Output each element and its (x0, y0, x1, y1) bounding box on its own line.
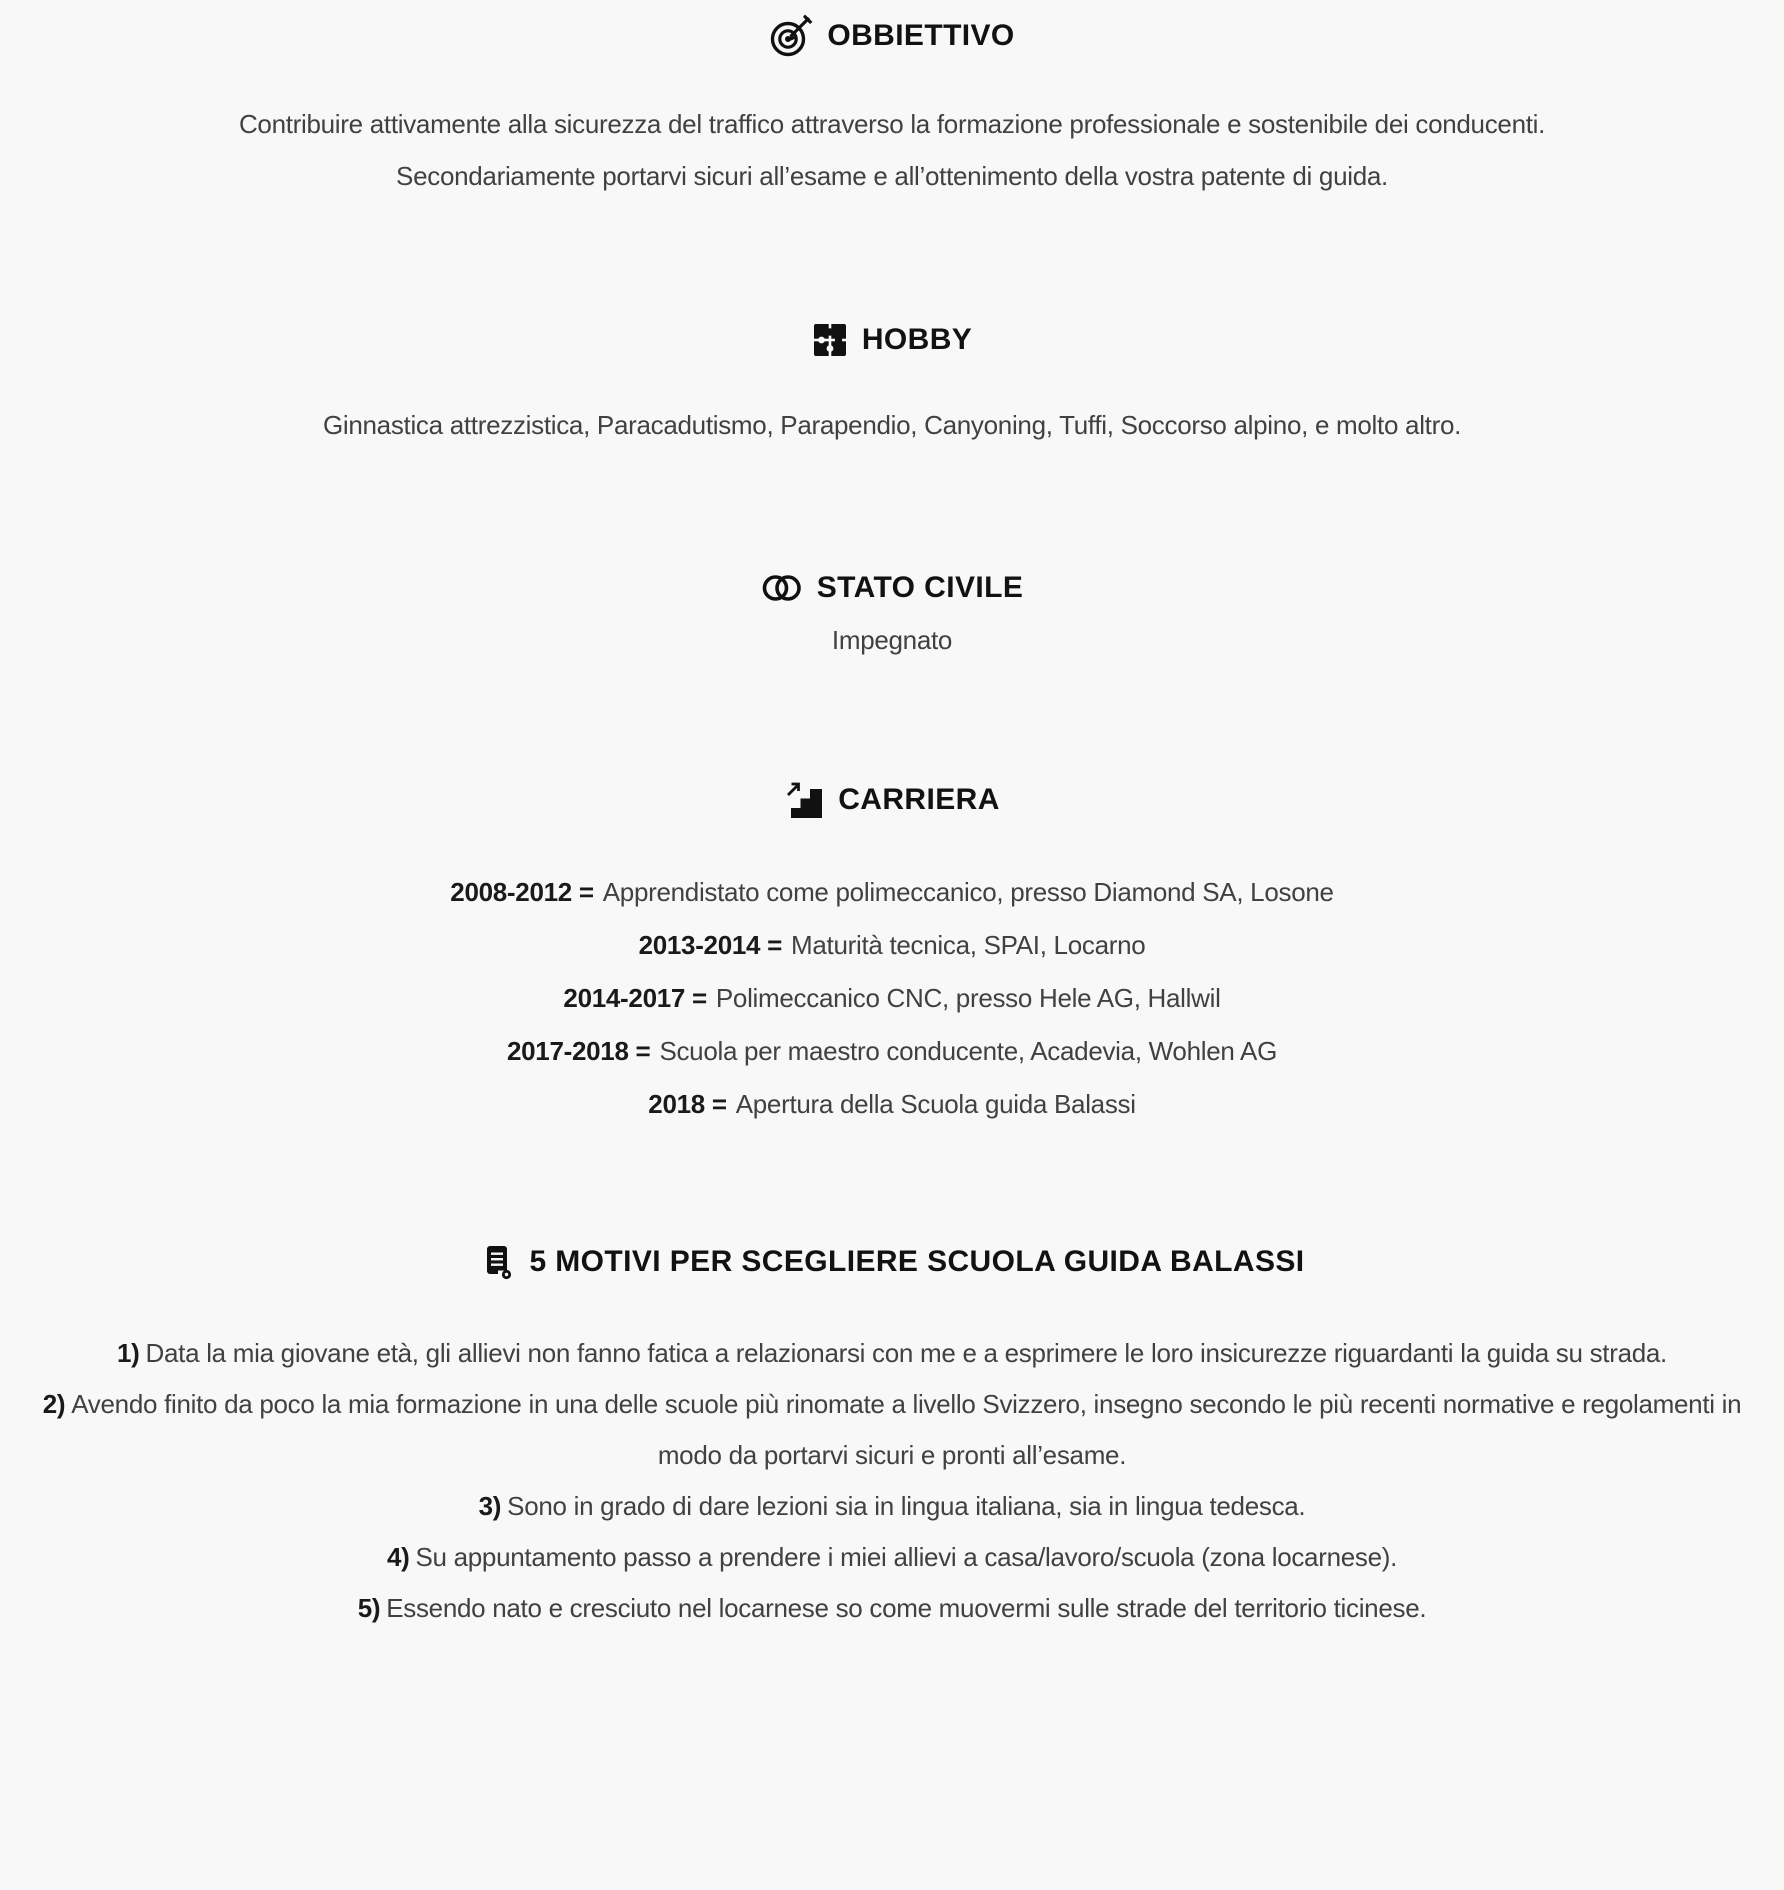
motivo-text: Data la mia giovane età, gli allievi non fanno fatica a relazionarsi con me e a esprimere le loro insicurezze riguardanti la guida su strada. (145, 1338, 1667, 1368)
career-description: Apertura della Scuola guida Balassi (735, 1089, 1136, 1119)
carriera-list (30, 866, 1754, 1131)
carriera-header (0, 776, 1784, 824)
stato-civile-header (0, 564, 1784, 612)
motivo-text: Sono in grado di dare lezioni sia in lingua italiana, sia in lingua tedesca. (507, 1491, 1306, 1521)
career-description: Maturità tecnica, SPAI, Locarno (791, 930, 1146, 960)
section-carriera (0, 776, 1784, 1131)
obbiettivo-line-1: Contribuire attivamente alla sicurezza del traffico attraverso la formazione professionale e sostenibile dei conducenti. (238, 109, 1546, 139)
motivo-number: 2) (42, 1389, 66, 1419)
motivo-number: 5) (357, 1593, 381, 1623)
stato-civile-title: STATO CIVILE (816, 571, 1024, 604)
obbiettivo-line-2: Secondariamente portarvi sicuri all’esame e all’ottenimento della vostra patente di guida. (396, 161, 1388, 191)
career-entry (30, 1078, 1754, 1131)
obbiettivo-header (0, 12, 1784, 60)
career-period: 2008-2012 = (450, 877, 594, 907)
section-obbiettivo (0, 12, 1784, 202)
motivo-item (30, 1583, 1754, 1634)
motivo-item (30, 1532, 1754, 1583)
motivo-number: 3) (478, 1491, 502, 1521)
motivo-item (30, 1379, 1754, 1481)
career-period: 2013-2014 = (638, 930, 783, 960)
motivo-number: 4) (386, 1542, 410, 1572)
career-period: 2014-2017 = (563, 983, 707, 1013)
obbiettivo-paragraph (30, 98, 1754, 202)
career-entry (30, 866, 1754, 919)
stairs-icon (784, 780, 824, 820)
hobby-header (0, 316, 1784, 364)
motivo-text: Essendo nato e cresciuto nel locarnese so come muovermi sulle strade del territorio ticinese. (386, 1593, 1427, 1623)
motivo-text: Avendo finito da poco la mia formazione in una delle scuole più rinomate a livello Svizzero, insegno secondo le più recenti normative e regolamenti in modo da portarvi sicuri e pronti all’esame. (71, 1389, 1742, 1470)
career-description: Polimeccanico CNC, presso Hele AG, Hallwil (715, 983, 1221, 1013)
section-stato-civile (0, 564, 1784, 666)
motivo-number: 1) (117, 1338, 140, 1368)
hobby-text: Ginnastica attrezzistica, Paracadutismo, Parapendio, Canyoning, Tuffi, Soccorso alpino, e molto altro. (322, 410, 1462, 440)
career-entry (30, 919, 1754, 972)
carriera-title: CARRIERA (838, 783, 1000, 816)
motivi-header (0, 1238, 1784, 1286)
career-description: Scuola per maestro conducente, Acadevia, Wohlen AG (659, 1036, 1278, 1066)
career-period: 2017-2018 = (506, 1036, 651, 1066)
career-entry (30, 972, 1754, 1025)
motivi-title: 5 MOTIVI PER SCEGLIERE SCUOLA GUIDA BALASSI (529, 1245, 1305, 1278)
stato-civile-text: Impegnato (831, 625, 953, 655)
section-motivi (0, 1238, 1784, 1634)
motivi-list (30, 1328, 1754, 1634)
target-icon (769, 14, 813, 58)
motivo-item (30, 1481, 1754, 1532)
rings-icon (761, 570, 803, 606)
puzzle-icon (812, 322, 848, 358)
motivo-text: Su appuntamento passo a prendere i miei allievi a casa/lavoro/scuola (zona locarnese). (415, 1542, 1398, 1572)
scroll-icon (479, 1243, 515, 1281)
career-period: 2018 = (648, 1089, 727, 1119)
career-entry (30, 1025, 1754, 1078)
section-hobby (0, 316, 1784, 451)
motivo-item (30, 1328, 1754, 1379)
obbiettivo-title: OBBIETTIVO (827, 19, 1015, 52)
hobby-title: HOBBY (861, 323, 973, 356)
career-description: Apprendistato come polimeccanico, presso Diamond SA, Losone (602, 877, 1334, 907)
